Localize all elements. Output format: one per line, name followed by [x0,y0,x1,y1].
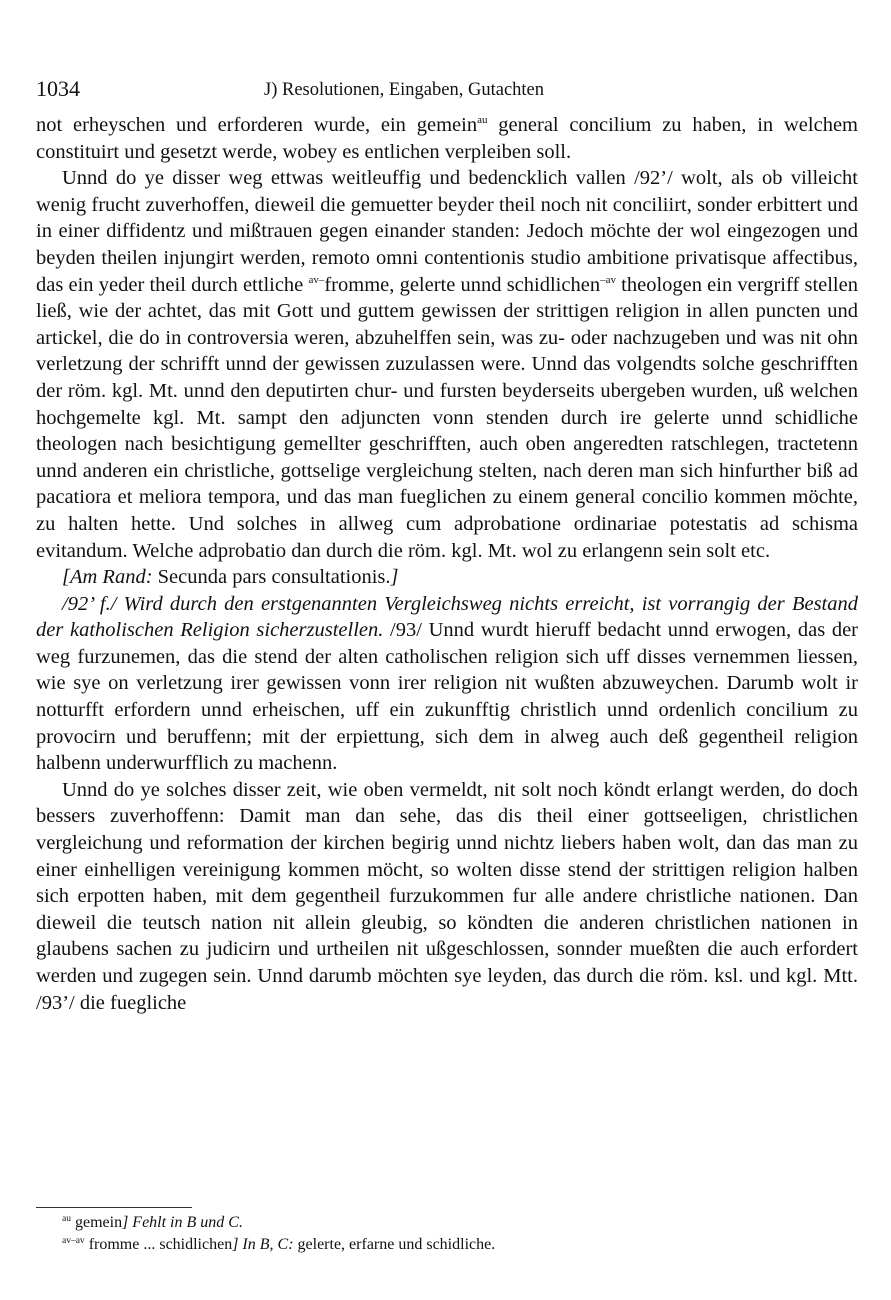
footnote-av-term: fromme ... schidlichen [84,1236,233,1253]
footnote-av-marker: av–av [62,1236,85,1246]
footnote-marker-au: au [477,114,488,126]
footnote-au-term: gemein [70,1214,123,1231]
margin-note [36,564,858,591]
margin-note-suffix: ] [390,566,399,589]
margin-note-prefix: [Am Rand: [62,566,153,589]
page-number: 1034 [36,76,80,101]
paragraph-1-text-a: not erheyschen und erforderen wurde, ein gemein [36,114,478,136]
margin-note-text: Secunda pars consultationis. [152,566,391,589]
paragraph-2-text-b: fromme, gelerte unnd schidlichen [324,273,601,296]
paragraph-2-text-a: Unnd do ye disser weg ettwas weitleuffig und bedencklich vallen /92’/ wolt, als ob villeicht wenig frucht zuverhoffen, dieweil die gemuetter beyder theil noch nit conciliirt, sonder erbittert und in einer diffidentz und mißtrauen gegen einander standen: Jedoch möchte der wol eingezogen und beyden theilen injungirt werden, remoto omni contentionis studio ambitione privatisque affectibus, das ein yeder theil durch ettliche [36,167,858,296]
footnotes [62,1212,842,1256]
document-page [36,72,858,1016]
page-header [36,72,858,112]
running-title: J) Resolutionen, Eingaben, Gutachten [264,80,545,100]
paragraph-1 [36,112,858,165]
footnote-au [62,1212,842,1234]
footnote-av [62,1234,842,1256]
paragraph-1-text-b: general concilium zu haben, in welchem constituirt und gesetzt werde, wobey es entlichen verpleiben soll. [36,114,858,163]
paragraph-2 [36,165,858,564]
editorial-summary: /92’ f./ Wird durch den erstgenannten Vergleichsweg nichts erreicht, ist vorrangig der Bestand der katholischen Religion sicherzustellen. [36,592,858,642]
body-text [36,112,858,1016]
paragraph-4-text: /93/ Unnd wurdt hieruff bedacht unnd erwogen, das der weg furzunemen, das die stend der alten catholischen religion sich uff disses vernemmen liessen, wie sye on verletzung irer gewissen vonn irer religion nit wußten abzuweychen. Darumb wolt ir notturfft erfordern unnd erheischen, uff ein zukunfftig christlich unnd ordenlich concilium zu provocirn und beruffenn; mit der erpiettung, sich dem in alweg auch deß gegentheil religion halbenn underwurfflich zu machenn. [36,619,859,775]
paragraph-5 [36,777,858,1016]
paragraph-4 [36,591,858,777]
footnote-marker-av-close: –av [600,273,616,286]
footnote-av-note: ] In B, C: [232,1236,294,1253]
paragraph-5-text: Unnd do ye solches disser zeit, wie oben vermeldt, nit solt noch köndt erlangt werden, do doch bessers zuverhoffenn: Damit man dan sehe, das dis theil einer gottseeligen, christlichen vergleichung und reformation der kirchen begirig unnd nichtz liebers haben wolt, dan das man zu einer einhelligen vereinigung kommen möcht, so wolten disse stend der strittigen religion halben sich erpotten haben, mit dem gegentheil furzukommen fur alle andere christliche nationen. Dan dieweil die teutsch nation nit allein gleubig, so köndten die anderen christlichen nationen in glaubens sachen zu judicirn und urtheilen nit ußgeschlossen, sonnder mueßten die auch erfordert werden und zugegen sein. Unnd darumb möchten sye leyden, das durch die röm. ksl. und kgl. Mtt. /93’/ die fuegliche [36,778,858,1014]
footnote-rule [36,1207,192,1208]
footnote-au-marker: au [62,1214,71,1224]
footnote-marker-av-open: av– [308,273,325,286]
footnote-au-note: ] Fehlt in B und C. [122,1214,243,1231]
paragraph-2-text-c: theologen ein vergriff stellen ließ, wie der achtet, das mit Gott und guttem gewissen der strittigen religion in allen puncten und artickel, die do in controversia weren, abzuhelffen sein, was zu- oder nachzugeben und was nit ohn verletzung der schrifft unnd der gewissen zuzulassen were. Unnd das volgendts solche geschrifften der röm. kgl. Mt. unnd den deputirten chur- und fursten beyderseits ubergeben wurden, uß welchen hochgemelte kgl. Mt. sampt den adjuncten vonn stenden durch ire gelerte unnd schidliche theologen nach besichtigung gemellter geschrifften, auch oben angeredten ratschlegen, tractetenn unnd anderen ein christliche, gottselige vergleichung stelten, nach deren man sich hinfurther biß ad pacatiora et meliora tempora, und das man fueglichen zu einem general concilio kommen möchte, zu halten hette. Und solches in allweg cum adprobatione ordinariae potestatis ad schisma evitandum. Welche adprobatio dan durch die röm. kgl. Mt. wol zu erlangenn sein solt etc. [36,273,858,562]
footnote-av-text: gelerte, erfarne und schidliche. [293,1236,496,1253]
